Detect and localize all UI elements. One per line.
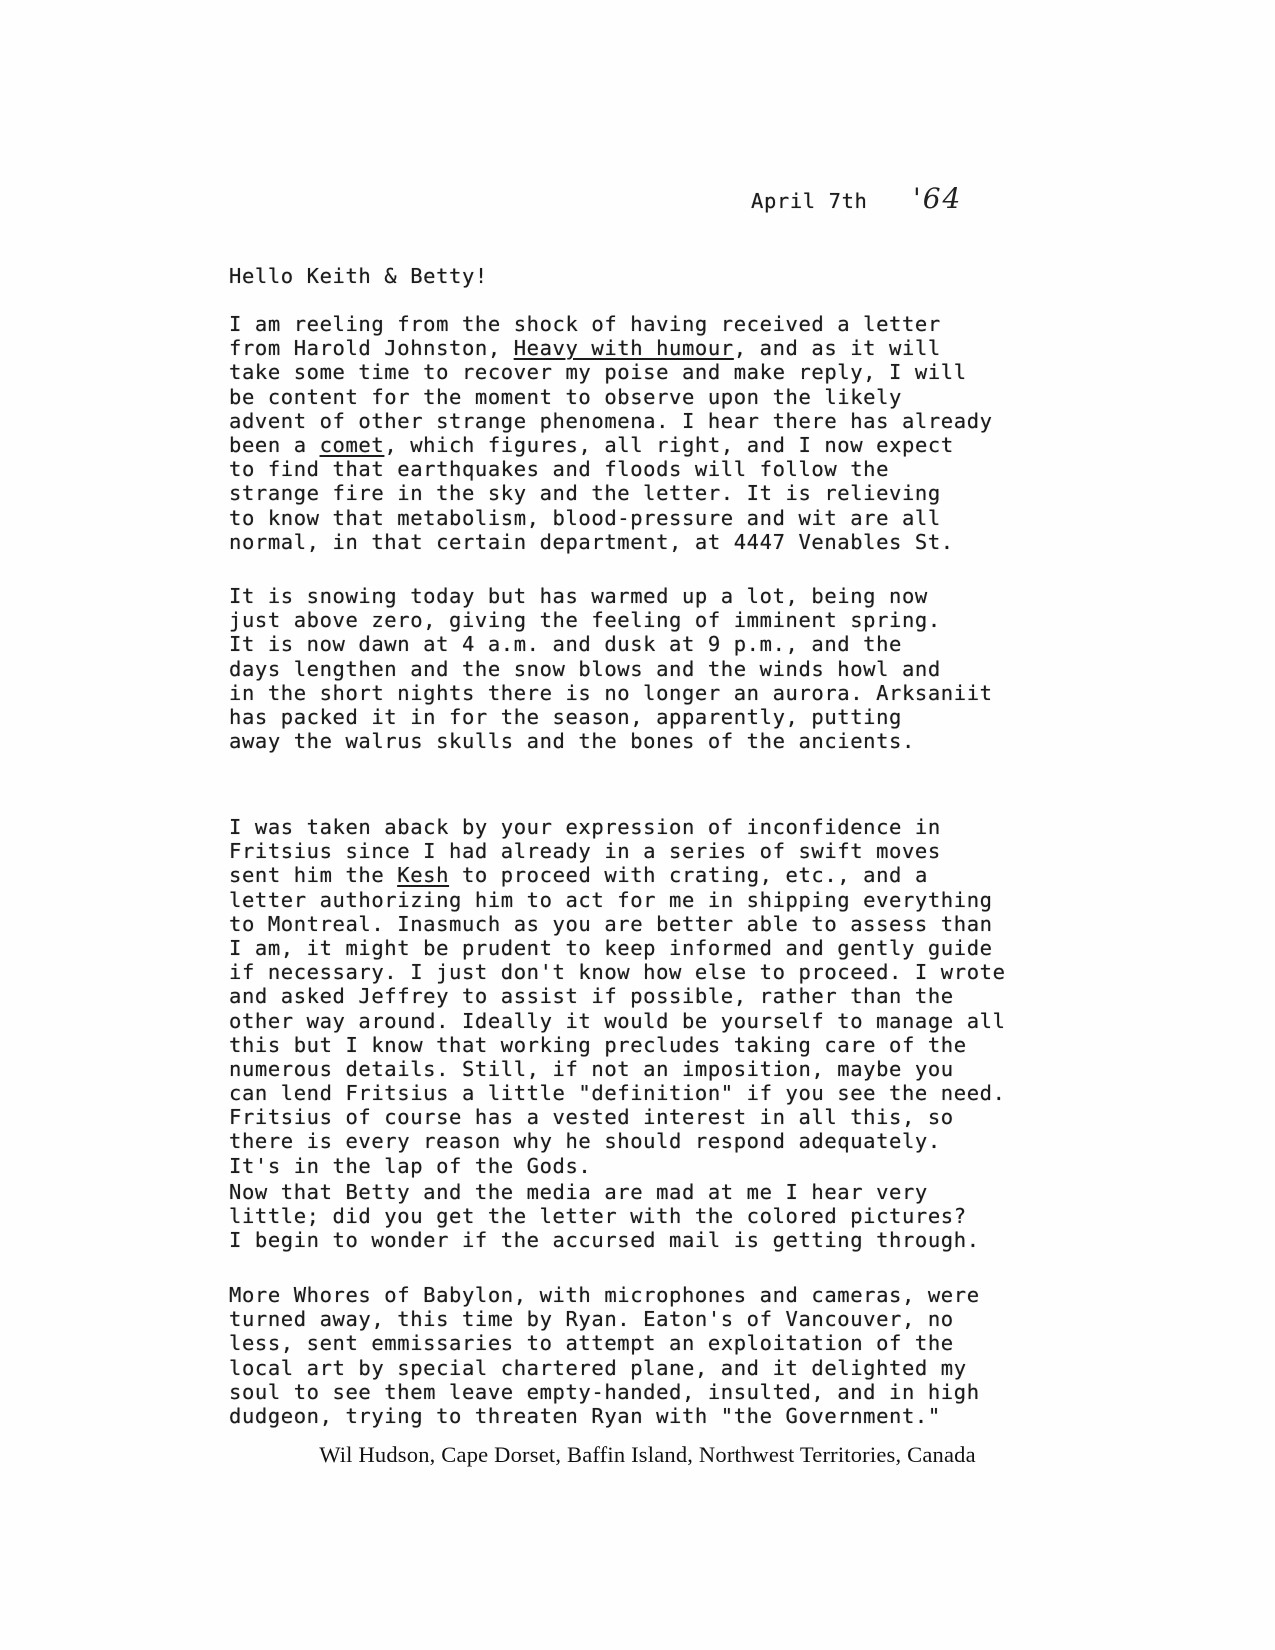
text-line: been a comet, which figures, all right, and I now expect — [229, 432, 954, 457]
text-line: I begin to wonder if the accursed mail is getting through. — [229, 1228, 980, 1253]
text-line: I am reeling from the shock of having received a letter — [229, 312, 941, 336]
paragraph-5 — [229, 1283, 980, 1428]
paragraph-4 — [229, 1180, 980, 1253]
text-line: to know that metabolism, blood-pressure and wit are all — [229, 505, 941, 530]
text-line: other way around. Ideally it would be yourself to manage all — [229, 1008, 1006, 1033]
text-line: I was taken aback by your expression of inconfidence in — [229, 815, 941, 839]
paragraph-1 — [229, 312, 993, 554]
text-line: be content for the moment to observe upon the likely — [229, 384, 902, 409]
text-line: little; did you get the letter with the colored pictures? — [229, 1204, 967, 1229]
text-line: advent of other strange phenomena. I hear there has already — [229, 408, 993, 433]
text-line: normal, in that certain department, at 4447 Venables St. — [229, 529, 954, 554]
text-line: just above zero, giving the feeling of imminent spring. — [229, 608, 941, 633]
text-line: if necessary. I just don't know how else to proceed. I wrote — [229, 960, 1006, 985]
text-line: can lend Fritsius a little "definition" if you see the need. — [229, 1081, 1006, 1106]
handwritten-year: '64 — [913, 182, 963, 215]
text-line: Fritsius since I had already in a series of swift moves — [229, 839, 941, 864]
underlined-phrase: Kesh — [397, 863, 450, 888]
text-line: It is now dawn at 4 a.m. and dusk at 9 p.m., and the — [229, 632, 902, 657]
text-line: turned away, this time by Ryan. Eaton's of Vancouver, no — [229, 1307, 954, 1332]
text-line: sent him the Kesh to proceed with crating, etc., and a — [229, 863, 928, 888]
text-line: soul to see them leave empty-handed, insulted, and in high — [229, 1379, 980, 1404]
letterhead-footer: Wil Hudson, Cape Dorset, Baffin Island, Northwest Territories, Canada — [319, 1442, 976, 1467]
text-line: letter authorizing him to act for me in shipping everything — [229, 887, 993, 912]
text-line: to find that earthquakes and floods will follow the — [229, 457, 890, 482]
text-line: from Harold Johnston, Heavy with humour, and as it will — [229, 336, 941, 361]
text-line: numerous details. Still, if not an imposition, maybe you — [229, 1056, 954, 1081]
text-line: More Whores of Babylon, with microphones and cameras, were — [229, 1283, 980, 1307]
text-line: Now that Betty and the media are mad at me I hear very — [229, 1180, 928, 1204]
text-line: dudgeon, trying to threaten Ryan with "the Government." — [229, 1403, 941, 1428]
underlined-phrase: comet — [319, 432, 385, 457]
text-line: there is every reason why he should respond adequately. — [229, 1129, 941, 1154]
paragraph-3 — [229, 815, 1006, 1178]
text-line: in the short nights there is no longer an aurora. Arksaniit — [229, 680, 993, 705]
underlined-phrase: Heavy with humour — [513, 336, 734, 361]
text-line: Fritsius of course has a vested interest in all this, so — [229, 1105, 954, 1130]
text-line: less, sent emmissaries to attempt an exploitation of the — [229, 1331, 954, 1356]
text-line: to Montreal. Inasmuch as you are better able to assess than — [229, 911, 993, 936]
text-line: and asked Jeffrey to assist if possible, rather than the — [229, 984, 954, 1009]
text-line: has packed it in for the season, apparently, putting — [229, 704, 902, 729]
paragraph-2 — [229, 584, 993, 753]
text-line: away the walrus skulls and the bones of the ancients. — [229, 729, 915, 754]
text-line: days lengthen and the snow blows and the winds howl and — [229, 656, 941, 681]
text-line: strange fire in the sky and the letter. It is relieving — [229, 481, 941, 506]
text-line: It's in the lap of the Gods. — [229, 1153, 592, 1178]
text-line: It is snowing today but has warmed up a lot, being now — [229, 584, 928, 608]
text-line: I am, it might be prudent to keep informed and gently guide — [229, 935, 993, 960]
greeting: Hello Keith & Betty! — [229, 264, 488, 288]
text-line: take some time to recover my poise and make reply, I will — [229, 360, 967, 385]
letter-date: April 7th — [751, 189, 868, 213]
text-line: this but I know that working precludes taking care of the — [229, 1032, 967, 1057]
text-line: local art by special chartered plane, and it delighted my — [229, 1355, 967, 1380]
